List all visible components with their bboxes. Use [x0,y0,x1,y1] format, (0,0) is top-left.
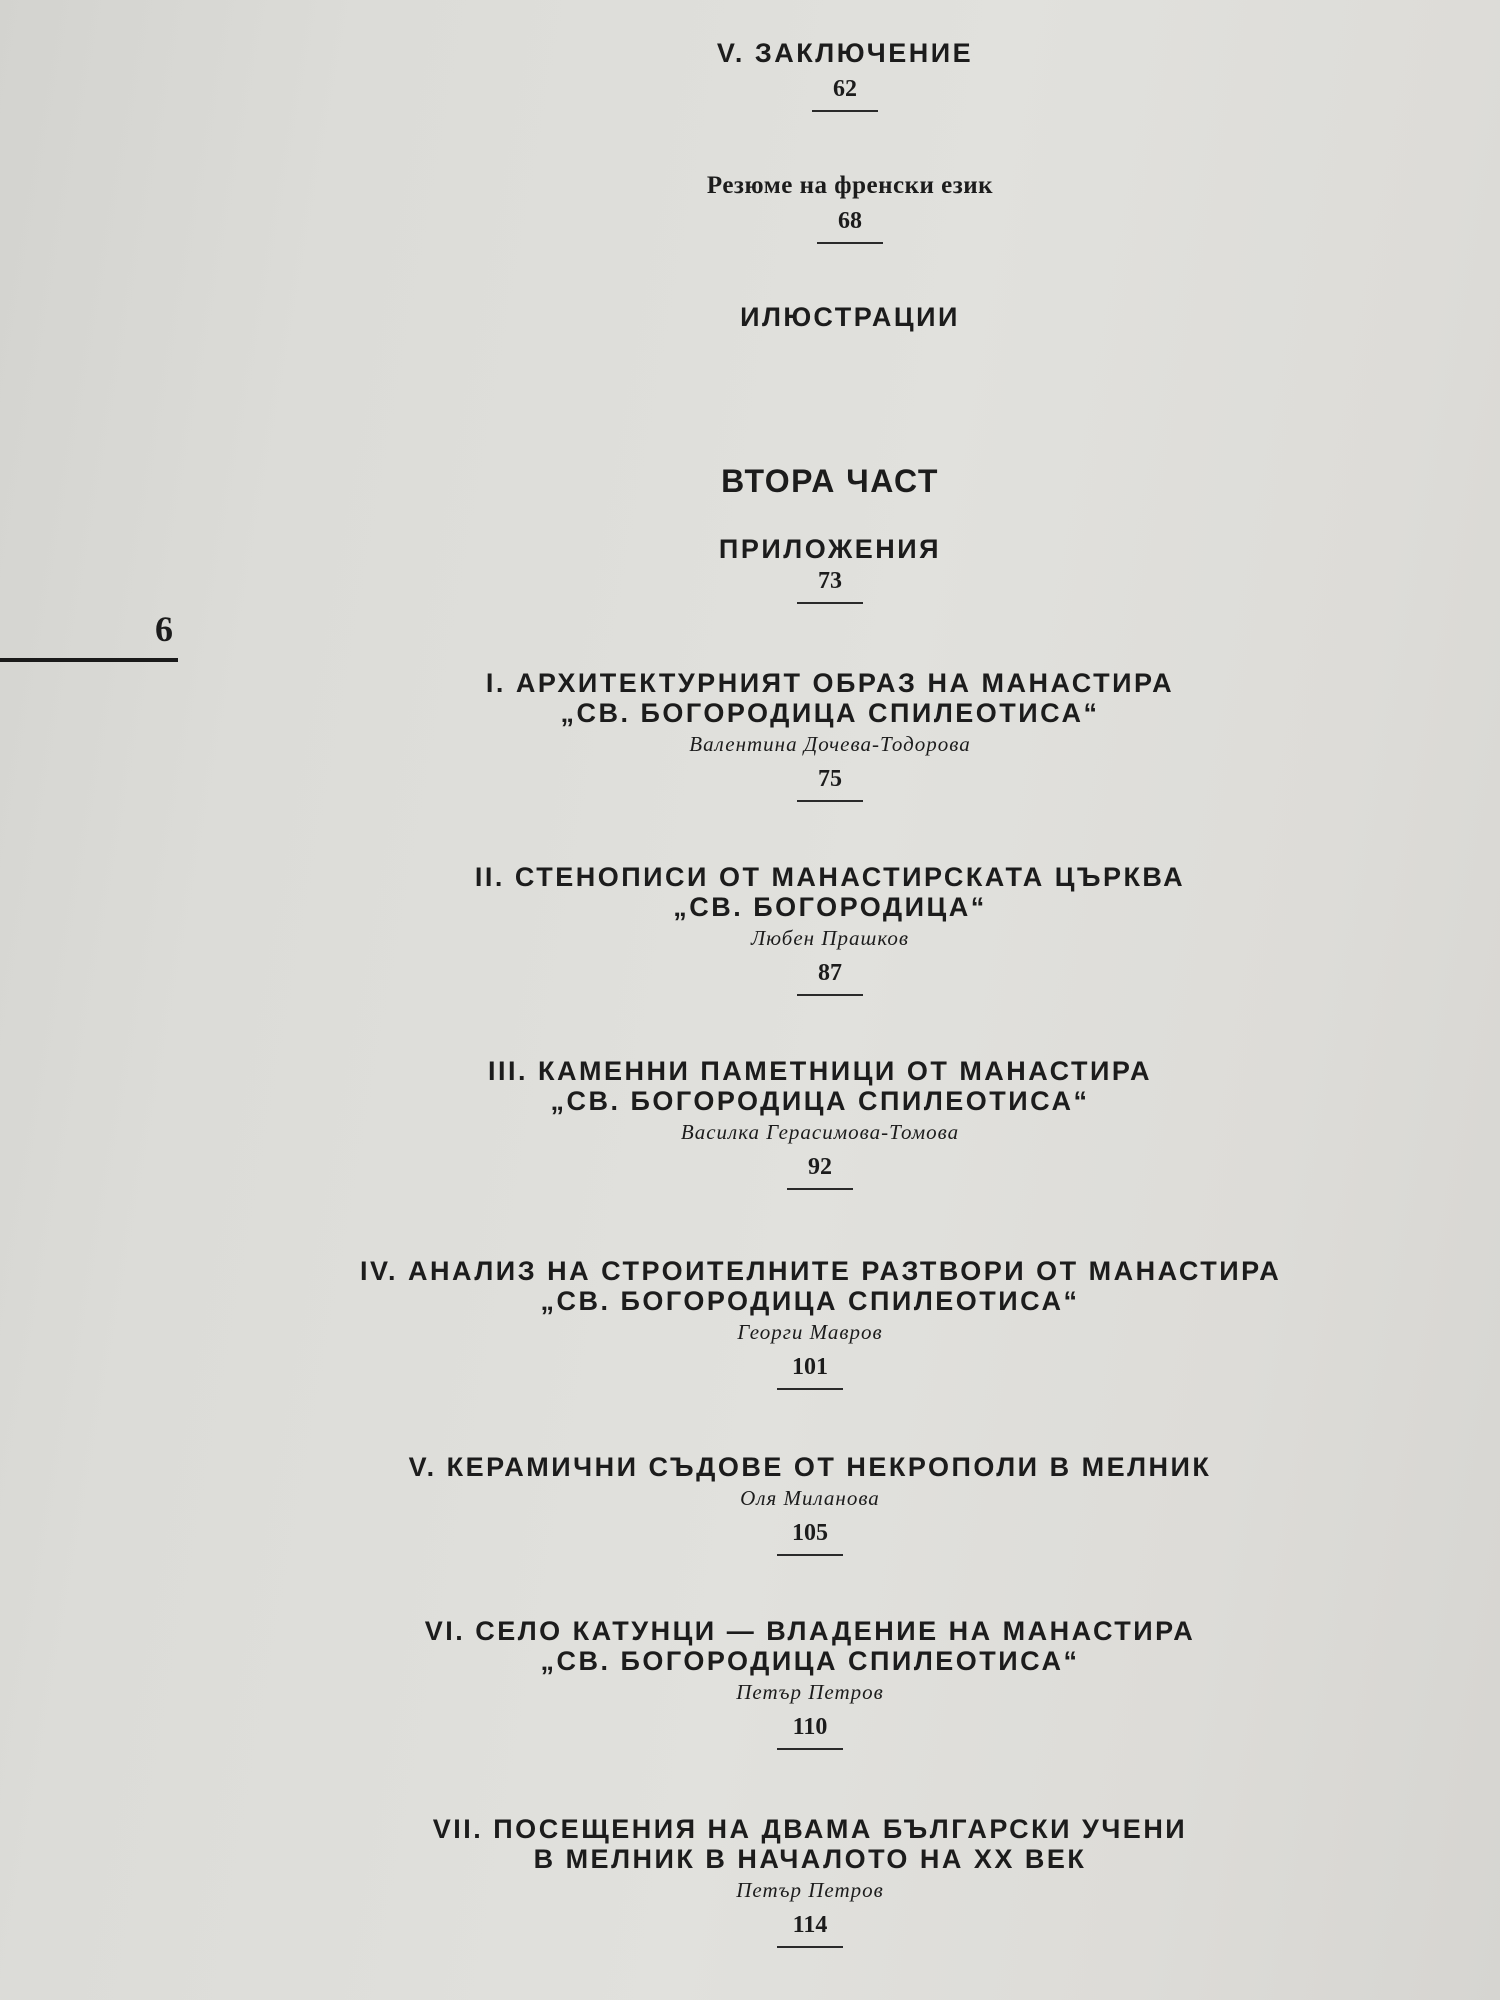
entry-title-line2: „СВ. БОГОРОДИЦА СПИЛЕОТИСА“ [550,1086,1090,1116]
toc-entry [660,38,1030,112]
toc-entry [420,1814,1200,1948]
entry-rule [777,1554,843,1556]
entry-author: Валентина Дочева-Тодорова [689,732,971,756]
show-through-text [480,360,491,392]
page-number-rule [0,658,178,662]
entry-title-line2: „СВ. БОГОРОДИЦА СПИЛЕОТИСА“ [560,698,1100,728]
entry-title: Резюме на френски език [706,172,994,199]
toc-entry [360,1256,1282,1390]
entry-author: Оля Миланова [740,1486,880,1510]
entry-rule [812,110,878,112]
entry-rule [777,1946,843,1948]
entry-page: 101 [792,1354,828,1380]
entry-rule [777,1748,843,1750]
entry-page: 105 [792,1520,828,1546]
entry-rule [797,800,863,802]
entry-page: 114 [792,1912,828,1938]
entry-page: 62 [833,76,857,102]
entry-title: VI. СЕЛО КАТУНЦИ — ВЛАДЕНИЕ НА МАНАСТИРА [424,1616,1196,1646]
entry-title: ВТОРА ЧАСТ [721,463,939,499]
entry-author: Георги Мавров [737,1320,883,1344]
entry-title: IV. АНАЛИЗ НА СТРОИТЕЛНИТЕ РАЗТВОРИ ОТ МАНАСТИРА [360,1256,1282,1286]
page-number: 6 [155,609,173,649]
entry-title: VII. ПОСЕЩЕНИЯ НА ДВАМА БЪЛГАРСКИ УЧЕНИ [432,1814,1188,1844]
entry-title: ПРИЛОЖЕНИЯ [718,534,942,564]
part-heading [660,463,1000,499]
toc-entry [440,668,1220,802]
entry-author: Любен Прашков [751,926,909,950]
entry-title: V. ЗАКЛЮЧЕНИЕ [716,38,974,68]
toc-entry [640,172,1060,244]
entry-page: 75 [818,766,842,792]
toc-entry [440,1056,1200,1190]
toc-entry [680,302,1020,332]
entry-page: 110 [792,1714,828,1740]
toc-entry [680,534,980,604]
entry-rule [797,994,863,996]
entry-author: Петър Петров [736,1680,884,1704]
entry-rule [817,242,883,244]
entry-title: V. КЕРАМИЧНИ СЪДОВЕ ОТ НЕКРОПОЛИ В МЕЛНИК [408,1452,1212,1482]
toc-entry [420,1616,1200,1750]
entry-rule [777,1388,843,1390]
entry-title-line2: „СВ. БОГОРОДИЦА“ [673,892,987,922]
entry-page: 92 [808,1154,832,1180]
entry-author: Петър Петров [736,1878,884,1902]
toc-entry [400,1452,1220,1556]
toc-entry [440,862,1220,996]
entry-rule [787,1188,853,1190]
entry-title: III. КАМЕННИ ПАМЕТНИЦИ ОТ МАНАСТИРА [488,1056,1152,1086]
entry-title-line2: В МЕЛНИК В НАЧАЛОТО НА XX ВЕК [533,1844,1087,1874]
entry-title: I. АРХИТЕКТУРНИЯТ ОБРАЗ НА МАНАСТИРА [485,668,1175,698]
entry-title-line2: „СВ. БОГОРОДИЦА СПИЛЕОТИСА“ [540,1646,1080,1676]
entry-page: 87 [818,960,842,986]
entry-rule [797,602,863,604]
entry-title: ИЛЮСТРАЦИИ [740,302,960,332]
entry-author: Василка Герасимова-Томова [680,1120,960,1144]
entry-page: 68 [838,208,862,234]
entry-title-line2: „СВ. БОГОРОДИЦА СПИЛЕОТИСА“ [540,1286,1080,1316]
entry-title: II. СТЕНОПИСИ ОТ МАНАСТИРСКАТА ЦЪРКВА [474,862,1186,892]
entry-page: 73 [818,568,842,594]
